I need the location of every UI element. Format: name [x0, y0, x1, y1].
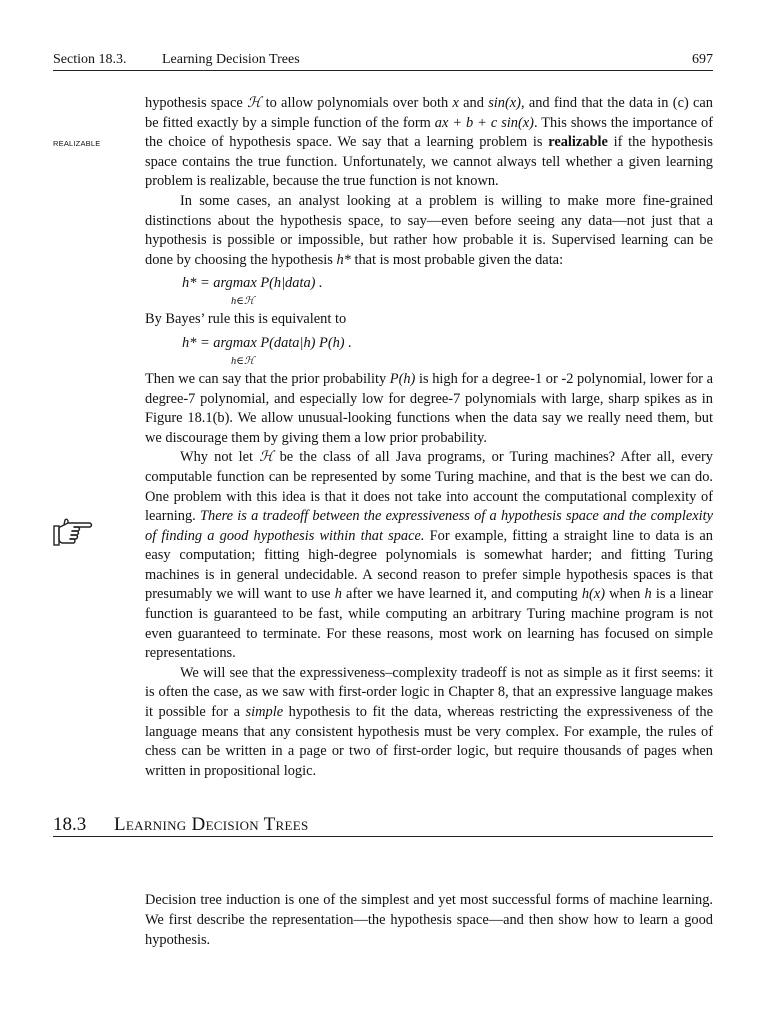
equation-map-hypothesis: h* = argmax P(h|data) . h∈ℋ	[182, 275, 323, 308]
paragraph-probable-hypothesis: In some cases, an analyst looking at a problem is willing to make more fine-grained distinctions about the hypothesis space, to say—even before seeing any data—not just that a hypothesis is possible or impossible, but rather how probable it is. Supervised learning can be done by choosing the hypothesis h* that is most probable given the data:	[145, 192, 713, 268]
section-title: Learning Decision Trees	[114, 814, 309, 835]
paragraph-realizable: hypothesis space ℋ to allow polynomials over both x and sin(x), and find that the data in (c) can be fitted exactly by a simple function of the form ax + b + c sin(x). This shows the importance of the choice of hypothesis space. We say that a learning problem is realizable if the hypothesis space contains the true function. Unfortunately, we cannot always tell whether a given learning problem is realizable, because the true function is not known.	[145, 95, 713, 190]
body-text	[145, 94, 713, 781]
pointing-hand-icon	[52, 515, 94, 549]
paragraph-decision-tree-intro: Decision tree induction is one of the simplest and yet most successful forms of machine learning. We first describe the representation—the hypothesis space—and then show how to learn a good hypothesis.	[145, 892, 713, 948]
header-title: Learning Decision Trees	[162, 52, 300, 67]
margin-term-realizable: REALIZABLE	[53, 139, 101, 148]
section-number: 18.3	[53, 814, 87, 835]
page-number: 697	[692, 52, 713, 67]
header-section-label: Section 18.3.	[53, 52, 127, 67]
section-intro-text	[145, 877, 713, 965]
paragraph-bayes: By Bayes’ rule this is equivalent to	[145, 311, 347, 328]
running-header	[53, 50, 713, 71]
section-heading	[53, 814, 713, 837]
paragraph-prior: Then we can say that the prior probability P(h) is high for a degree-1 or -2 polynomial, lower for a degree-7 polynomial, and especially low for degree-7 polynomials with large, sharp spikes as in Figure 18.1(b). We allow unusual-looking functions when the data say we really need them, but we discourage them by giving them a low prior probability.	[145, 370, 713, 446]
equation-bayes: h* = argmax P(data|h) P(h) . h∈ℋ	[182, 334, 352, 367]
paragraph-tradeoff: Why not let ℋ be the class of all Java programs, or Turing machines? After all, every computable function can be represented by some Turing machine, and that is the best we can do. One problem with this idea is that it does not take into account the computational complexity of learning. There is a tradeoff between the expressiveness of a hypothesis space and the complexity of finding a good hypothesis within that space. For example, fitting a straight line to data is an easy computation; fitting high-degree polynomials is somewhat harder; and fitting Turing machines is in general undecidable. A second reason to prefer simple hypothesis spaces is that presumably we will want to use h after we have learned it, and computing h(x) when h is a linear function is guaranteed to be fast, while computing an arbitrary Turing machine program is not even guaranteed to terminate. For these reasons, most work on learning has focused on simple representations.	[145, 449, 713, 662]
term-realizable: realizable	[548, 134, 608, 151]
paragraph-expressiveness: We will see that the expressiveness–complexity tradeoff is not as simple as it first seems: it is often the case, as we saw with first-order logic in Chapter 8, that an expressive language makes it possible for a simple hypothesis to fit the data, whereas restricting the expressiveness of the language means that any consistent hypothesis must be very complex. For example, the rules of chess can be written in a page or two of first-order logic, but require thousands of pages when written in propositional logic.	[145, 664, 713, 779]
